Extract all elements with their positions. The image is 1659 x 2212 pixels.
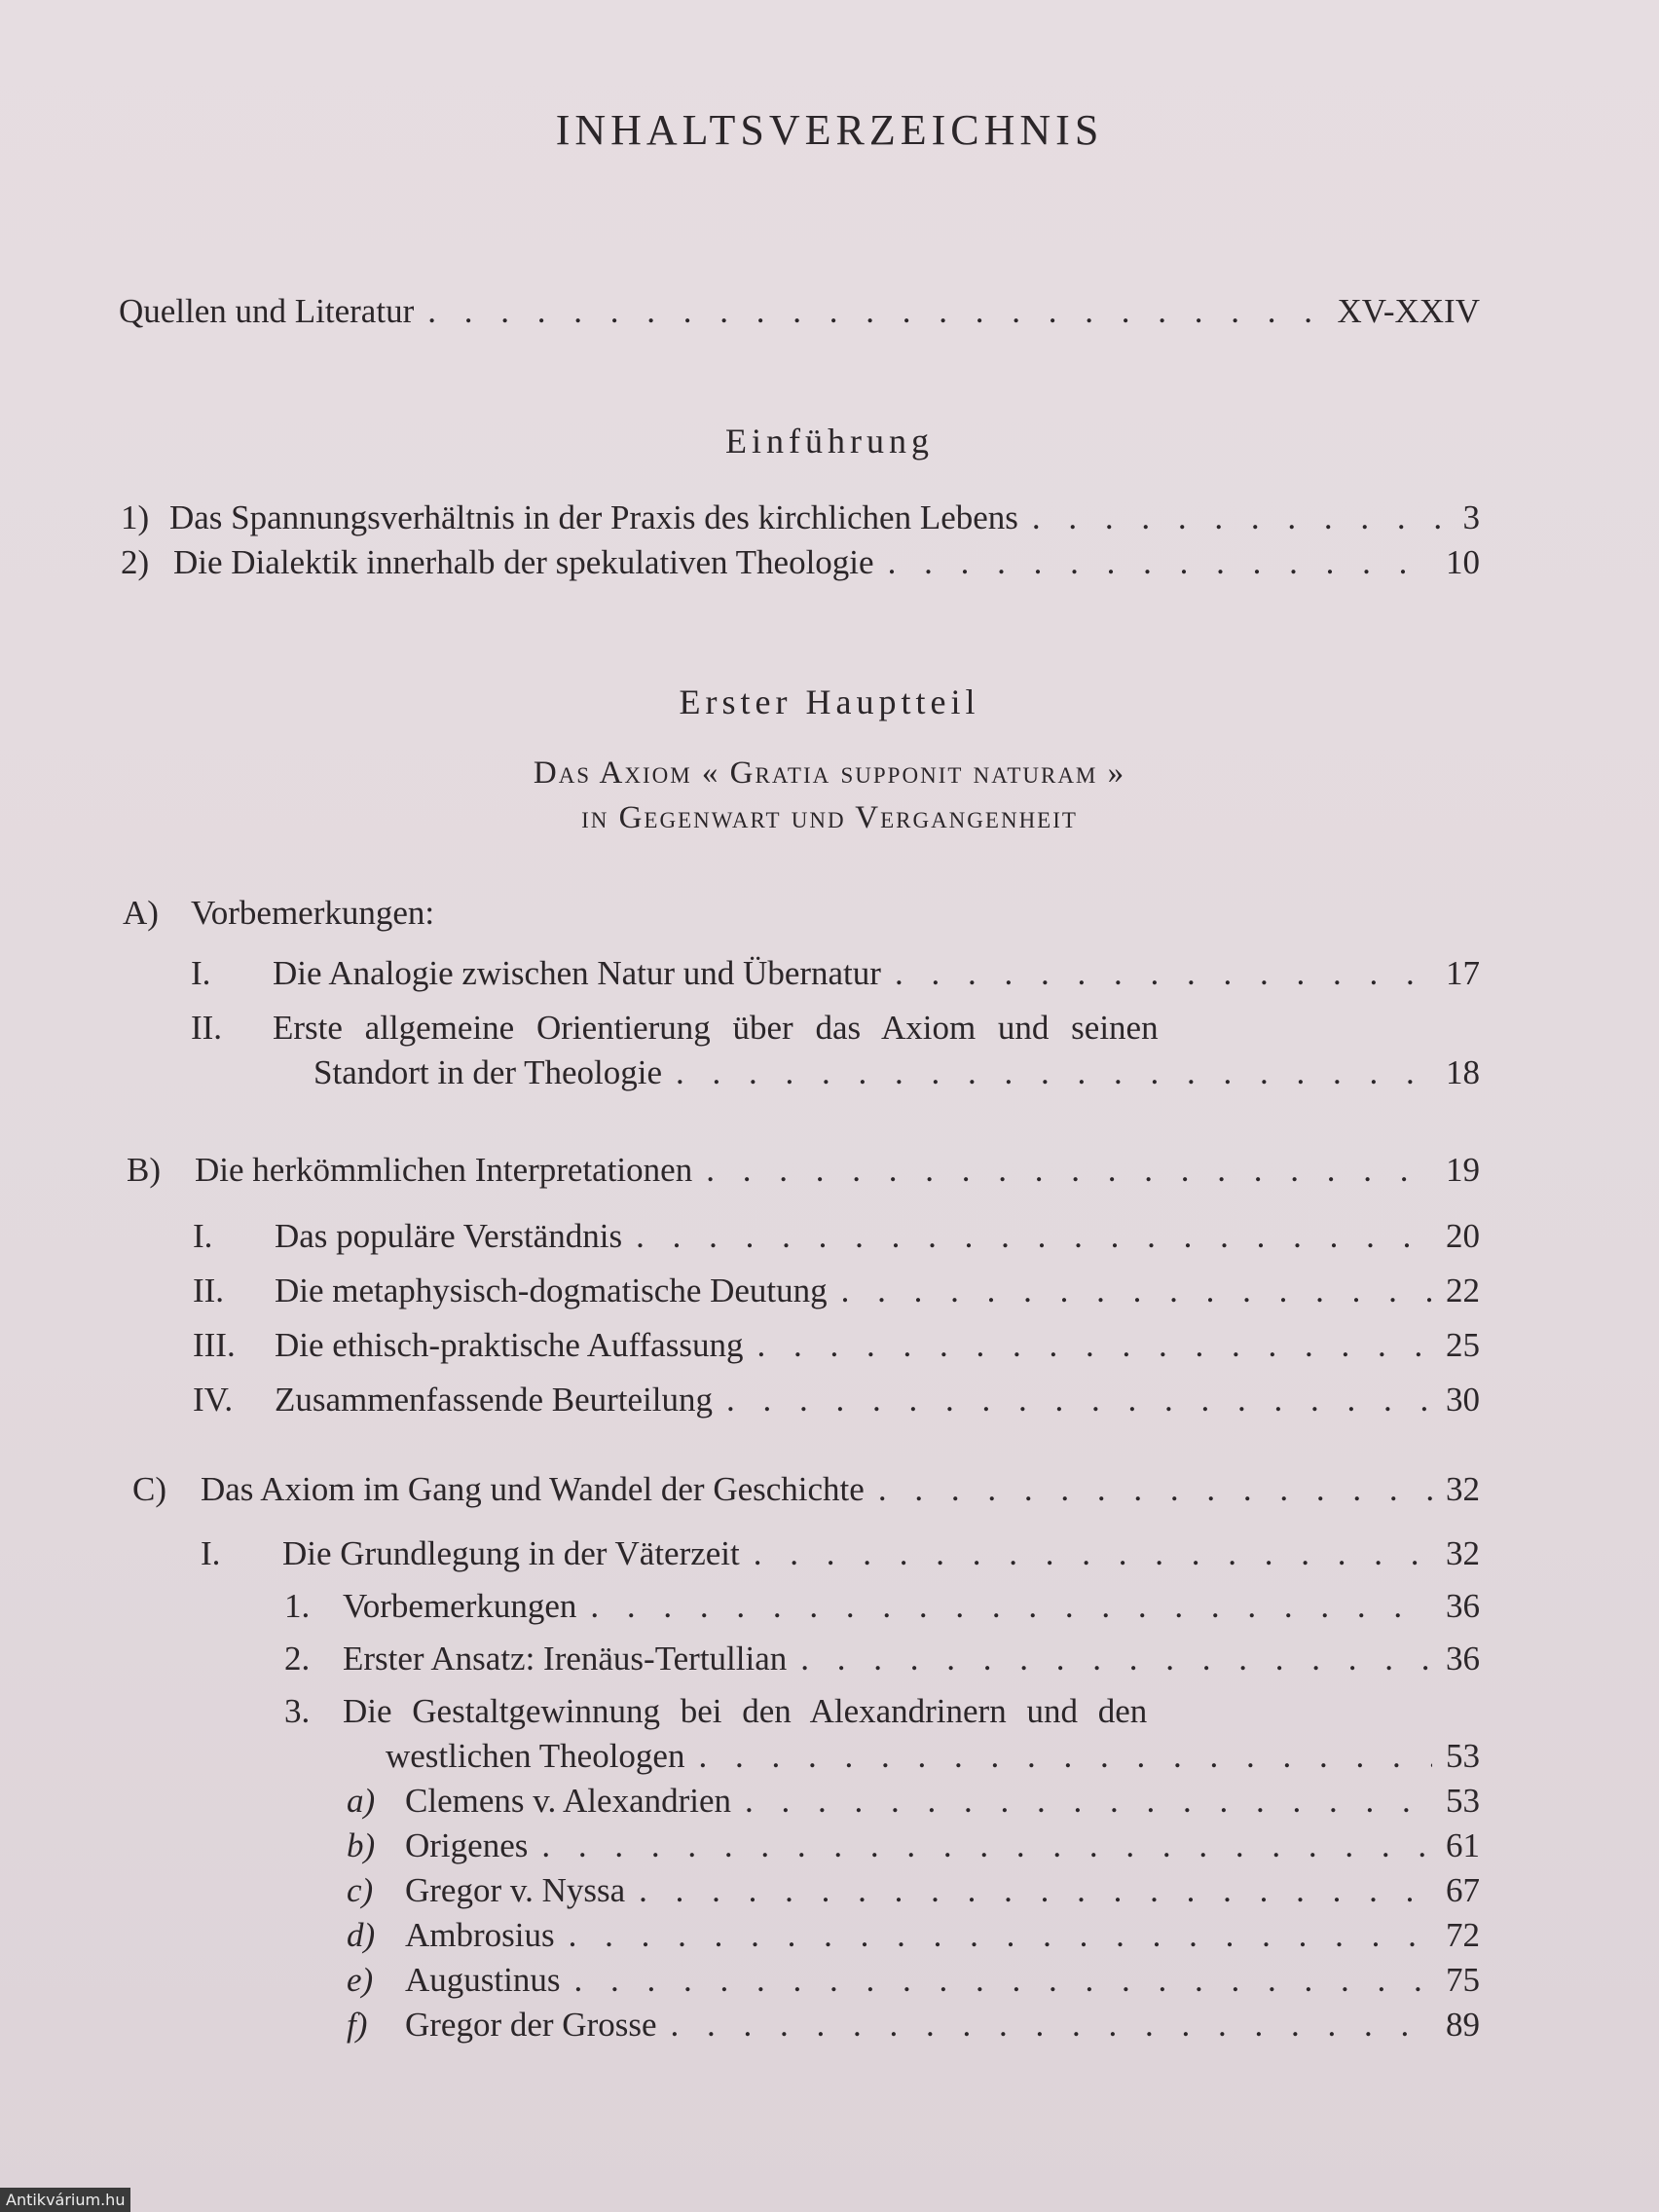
toc-entry-page: 10 [1446, 543, 1480, 581]
leader-dots [800, 1640, 1432, 1678]
toc-entry-page: 22 [1446, 1272, 1480, 1309]
toc-entry [193, 1326, 1480, 1365]
toc-entry-label: Die Analogie zwischen Natur und Übernatur [273, 954, 881, 992]
toc-entry-label: Erste allgemeine Orientierung über das Axiom und seinen [273, 1009, 1159, 1047]
toc-entry-page: 75 [1446, 1961, 1480, 1999]
toc-entry [347, 2006, 1480, 2045]
toc-entry-page: 61 [1446, 1826, 1480, 1864]
part-subtitle-line1: Das Axiom « Gratia supponit naturam » [533, 756, 1126, 791]
toc-entry [121, 543, 1480, 582]
leader-dots [1032, 498, 1450, 537]
toc-entry-label: Die Dialektik innerhalb der spekulativen Theologie [173, 543, 874, 581]
toc-entry-number: A) [123, 894, 159, 932]
toc-entry-label: Das Spannungsverhältnis in der Praxis des kirchlichen Lebens [169, 498, 1018, 536]
toc-entry [284, 1587, 1480, 1626]
toc-entry [193, 1217, 1480, 1256]
toc-entry-number: e) [347, 1961, 374, 1999]
leader-dots [569, 1916, 1432, 1955]
toc-entry-label: Die herkömmlichen Interpretationen [195, 1151, 693, 1189]
toc-entry-page: 18 [1446, 1053, 1480, 1091]
toc-entry [284, 1640, 1480, 1678]
toc-entry-number: d) [347, 1916, 376, 1954]
toc-entry-label: Das Axiom im Gang und Wandel der Geschichte [201, 1470, 865, 1508]
toc-entry-number: II. [191, 1009, 223, 1047]
toc-entry-label: Gregor v. Nyssa [405, 1871, 626, 1909]
toc-section-c [132, 1470, 1480, 1509]
toc-entry-label: Die Grundlegung in der Väterzeit [282, 1534, 740, 1572]
toc-entry [201, 1534, 1480, 1573]
leader-dots [671, 2006, 1432, 2045]
toc-entry-number: a) [347, 1782, 376, 1820]
toc-entry-label: Vorbemerkungen [343, 1587, 577, 1625]
section-heading-einfuehrung: Einführung [725, 422, 934, 461]
toc-entry-line [284, 1692, 1147, 1731]
page-title: INHALTSVERZEICHNIS [555, 106, 1104, 154]
toc-entry-continuation [386, 1737, 1480, 1776]
toc-entry-number: f) [347, 2006, 368, 2044]
toc-entry-label: Zusammenfassende Beurteilung [275, 1381, 714, 1419]
watermark: Antikvárium.hu [0, 2188, 130, 2212]
toc-entry-page: 3 [1462, 498, 1480, 536]
leader-dots [590, 1587, 1432, 1626]
toc-entry-page: 36 [1446, 1587, 1480, 1625]
toc-entry-number: 1) [121, 498, 150, 536]
toc-entry-number: III. [193, 1326, 236, 1364]
toc-entry-label: Origenes [405, 1826, 529, 1864]
toc-entry [193, 1272, 1480, 1310]
toc-entry-page: 36 [1446, 1640, 1480, 1677]
leader-dots [841, 1272, 1432, 1310]
toc-entry-number: 3. [284, 1692, 311, 1730]
toc-entry-page: 32 [1446, 1534, 1480, 1572]
leader-dots [726, 1381, 1432, 1419]
leader-dots [888, 543, 1432, 582]
toc-entry-page: 89 [1446, 2006, 1480, 2044]
toc-entry-page: 53 [1446, 1782, 1480, 1820]
leader-dots [636, 1217, 1432, 1256]
toc-entry-page: 19 [1446, 1151, 1480, 1189]
toc-entry-label: Das populäre Verständnis [275, 1217, 623, 1255]
toc-entry [347, 1961, 1480, 2000]
part-subtitle-line2: in Gegenwart und Vergangenheit [581, 800, 1078, 835]
toc-entry-number: 2. [284, 1640, 311, 1677]
toc-entry-number: I. [191, 954, 211, 992]
leader-dots [756, 1326, 1432, 1365]
toc-entry-label: Erster Ansatz: Irenäus-Tertullian [343, 1640, 788, 1677]
leader-dots [878, 1470, 1432, 1509]
leader-dots [573, 1961, 1432, 2000]
toc-entry-page: 67 [1446, 1871, 1480, 1909]
toc-entry-number: I. [193, 1217, 213, 1255]
toc-entry-number: b) [347, 1826, 376, 1864]
toc-entry-label: Die ethisch-praktische Auffassung [275, 1326, 744, 1364]
toc-entry-quellen [119, 292, 1480, 331]
toc-entry-continuation [313, 1053, 1480, 1092]
toc-entry-page: 20 [1446, 1217, 1480, 1255]
toc-entry-label: Die Gestaltgewinnung bei den Alexandrinern und den [343, 1692, 1148, 1730]
toc-entry-page: 53 [1446, 1737, 1480, 1775]
toc-entry-page: 32 [1446, 1470, 1480, 1508]
leader-dots [745, 1782, 1432, 1821]
toc-entry-label: Die metaphysisch-dogmatische Deutung [275, 1272, 828, 1309]
toc-entry-label: Vorbemerkungen: [191, 894, 435, 932]
toc-entry [347, 1871, 1480, 1910]
toc-entry-label-cont: westlichen Theologen [386, 1737, 685, 1775]
toc-section-a [123, 894, 434, 933]
leader-dots [541, 1826, 1432, 1865]
toc-entry [347, 1782, 1480, 1821]
section-heading-hauptteil: Erster Hauptteil [679, 682, 980, 721]
toc-entry-page: 17 [1446, 954, 1480, 992]
toc-entry-number: IV. [193, 1381, 234, 1419]
toc-entry-label-cont: Standort in der Theologie [313, 1053, 663, 1091]
toc-entry-line [191, 1009, 1159, 1048]
toc-entry-number: C) [132, 1470, 166, 1508]
toc-entry-number: I. [201, 1534, 221, 1572]
toc-entry-label: Quellen und Literatur [119, 292, 415, 330]
leader-dots [895, 954, 1432, 993]
toc-entry-page: 30 [1446, 1381, 1480, 1419]
toc-entry [191, 954, 1480, 993]
toc-entry-label: Clemens v. Alexandrien [405, 1782, 732, 1820]
leader-dots [754, 1534, 1432, 1573]
leader-dots [427, 292, 1323, 331]
toc-entry-number: 1. [284, 1587, 311, 1625]
toc-entry [193, 1381, 1480, 1419]
toc-entry-label: Augustinus [405, 1961, 561, 1999]
toc-entry-number: B) [127, 1151, 161, 1189]
leader-dots [706, 1151, 1432, 1190]
toc-section-b [127, 1151, 1480, 1190]
toc-entry-label: Ambrosius [405, 1916, 555, 1954]
leader-dots [676, 1053, 1432, 1092]
toc-entry [121, 498, 1480, 537]
leader-dots [639, 1871, 1432, 1910]
toc-entry-number: II. [193, 1272, 225, 1309]
leader-dots [698, 1737, 1432, 1776]
toc-entry [347, 1916, 1480, 1955]
toc-entry-label: Gregor der Grosse [405, 2006, 657, 2044]
toc-entry-page: 25 [1446, 1326, 1480, 1364]
toc-entry-page: XV-XXIV [1337, 292, 1480, 330]
toc-entry-number: c) [347, 1871, 374, 1909]
toc-entry-number: 2) [121, 543, 150, 581]
toc-entry-page: 72 [1446, 1916, 1480, 1954]
toc-entry [347, 1826, 1480, 1865]
